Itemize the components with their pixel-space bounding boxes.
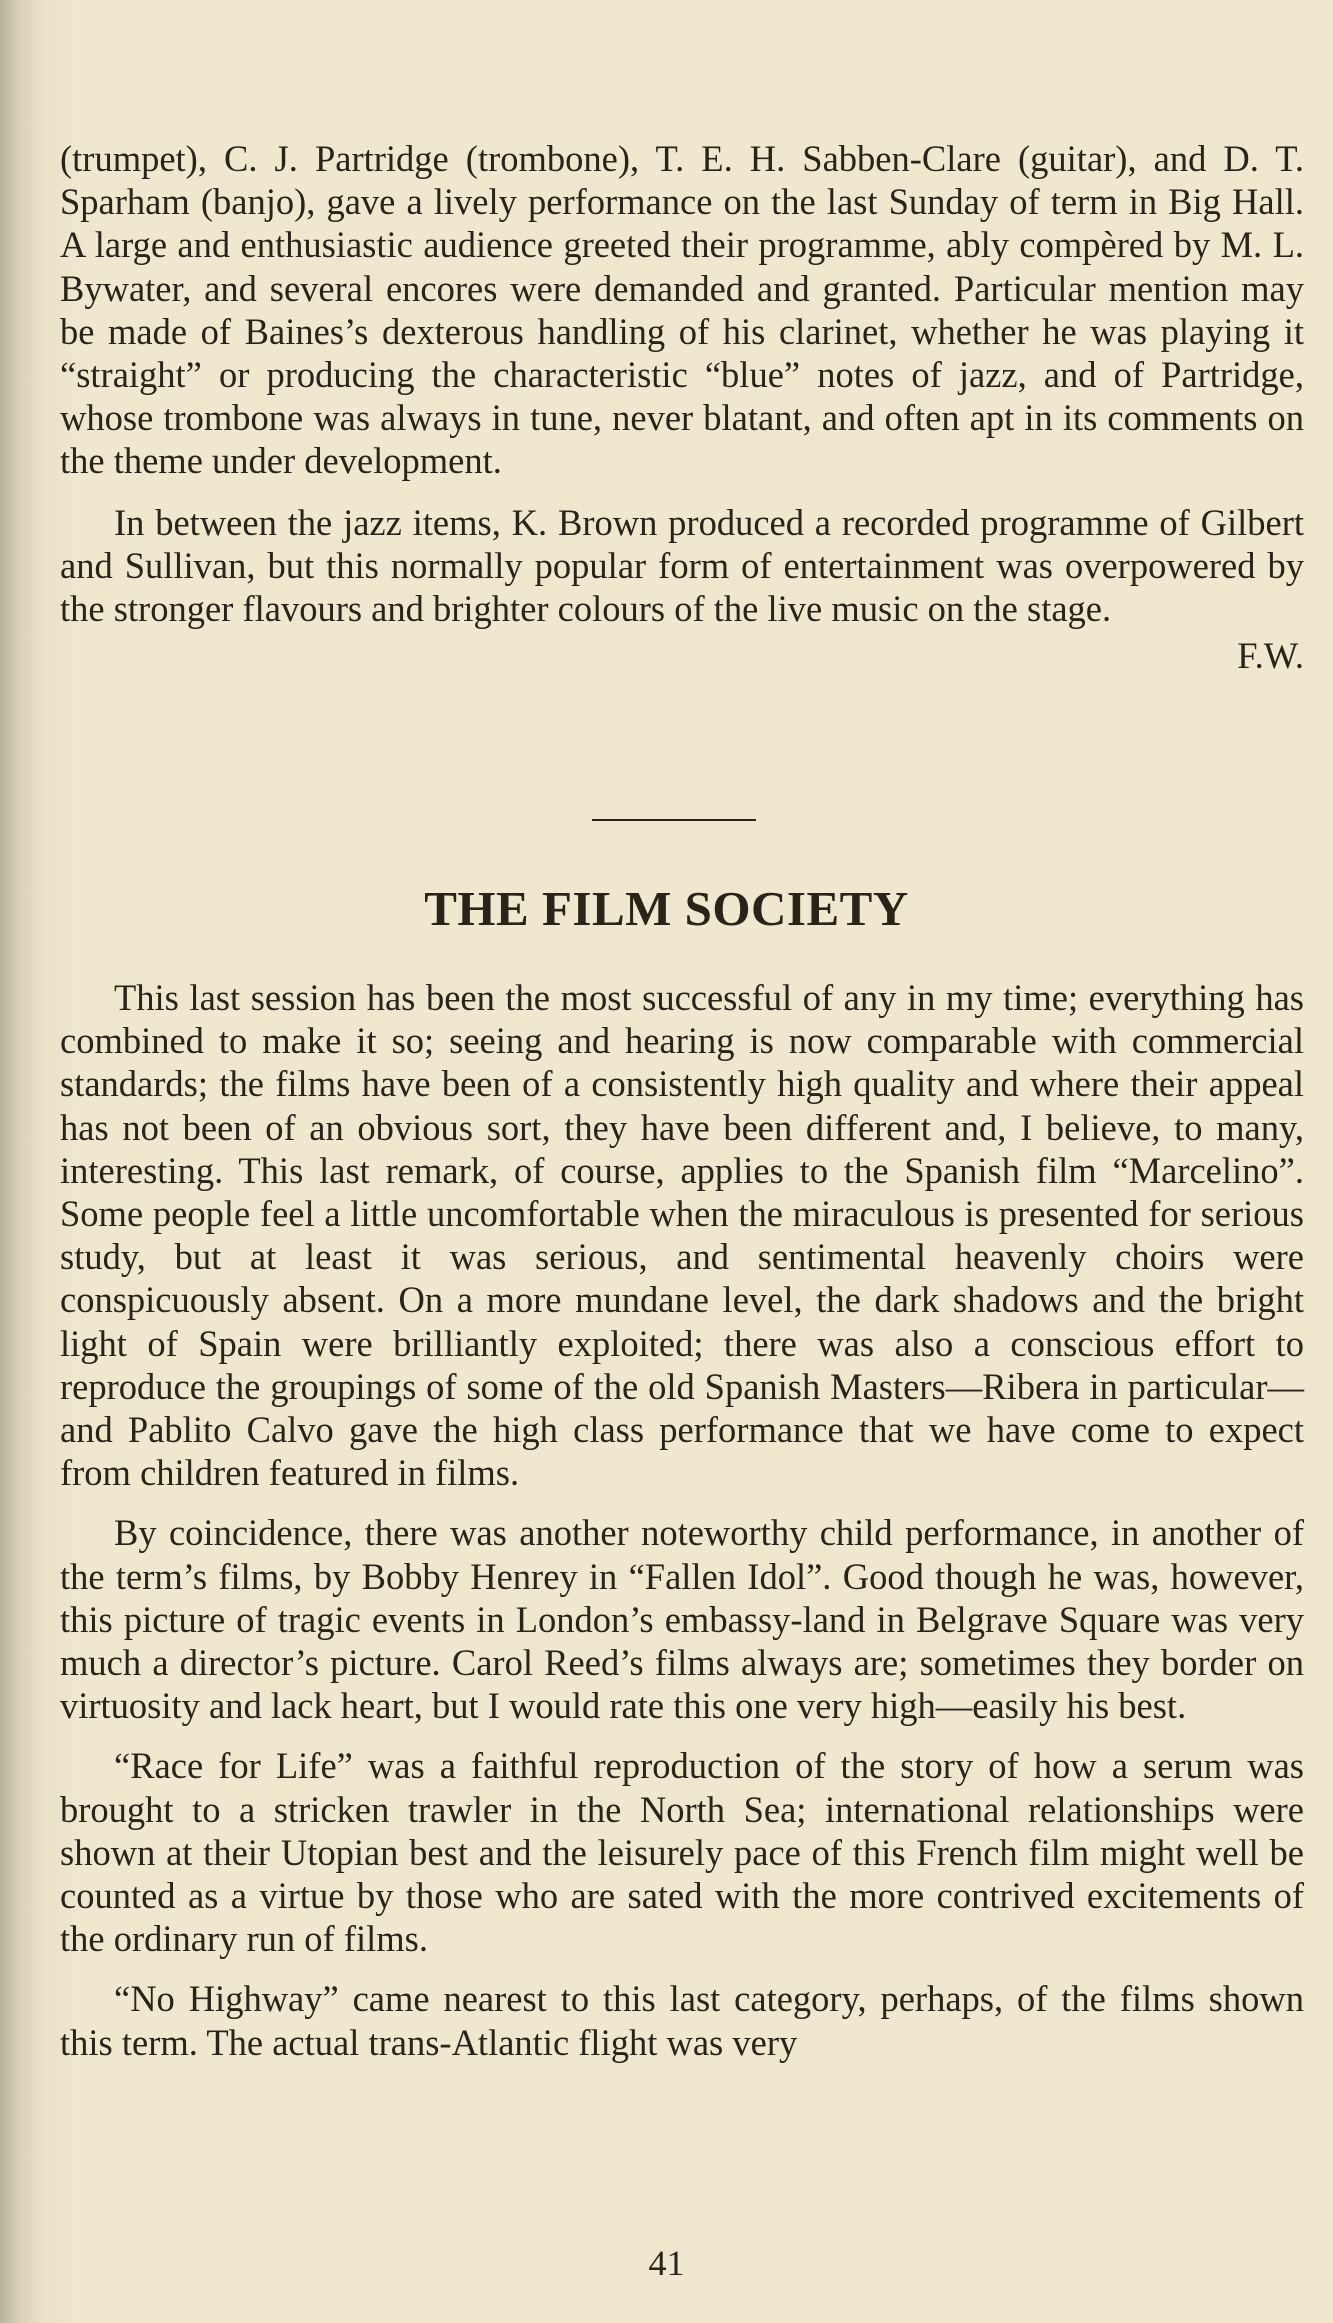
jazz-concert-report xyxy=(60,137,1304,677)
article-paragraph: “Race for Life” was a faithful reproduction of the story of how a serum was brought to a stricken trawler in the North Sea; international relationships were shown at their Utopian best and the leisurely pace of this French film might well be counted as a virtue by those who are sated with the more contrived excitements of the ordinary run of films. xyxy=(60,1745,1304,1960)
section-divider xyxy=(592,819,756,821)
article-paragraph: By coincidence, there was another noteworthy child performance, in another of the term’s films, by Bobby Henrey in “Fallen Idol”. Good though he was, however, this picture of tragic events in London’s embassy-land in Belgrave Square was very much a director’s picture. Carol Reed’s films always are; sometimes they border on virtuosity and lack heart, but I would rate this one very high—easily his best. xyxy=(60,1512,1304,1727)
article-paragraph: This last session has been the most successful of any in my time; everything has combined to make it so; seeing and hearing is now comparable with commercial standards; the films have been of a consistently high quality and where their appeal has not been of an obvious sort, they have been different and, I believe, to many, interesting. This last remark, of course, applies to the Spanish film “Marcelino”. Some people feel a little uncomfortable when the miraculous is presented for serious study, but at least it was serious, and sentimental heavenly choirs were conspicuously absent. On a more mundane level, the dark shadows and the bright light of Spain were brilliantly exploited; there was also a conscious effort to reproduce the groupings of some of the old Spanish Masters—Ribera in particular—and Pablito Calvo gave the high class performance that we have come to expect from children featured in films. xyxy=(60,977,1304,1494)
page-number: 41 xyxy=(648,2243,685,2283)
film-society-article xyxy=(60,976,1304,2064)
report-paragraph: (trumpet), C. J. Partridge (trombone), T. E. H. Sabben-Clare (guitar), and D. T. Sparham (banjo), gave a lively performance on the last Sunday of term in Big Hall. A large and enthusiastic audience greeted their programme, ably compèred by M. L. Bywater, and several encores were demanded and granted. Particular mention may be made of Baines’s dexterous handling of his clarinet, whether he was playing it “straight” or producing the characteristic “blue” notes of jazz, and of Partridge, whose trombone was always in tune, never blatant, and often apt in its comments on the theme under development. xyxy=(60,138,1304,482)
section-heading: THE FILM SOCIETY xyxy=(424,881,909,936)
author-initials: F.W. xyxy=(1237,635,1304,677)
report-paragraph: In between the jazz items, K. Brown produced a recorded programme of Gilbert and Sullivan, but this normally popular form of entertainment was overpowered by the stronger flavours and brighter colours of the live music on the stage. xyxy=(60,501,1304,630)
article-paragraph: “No Highway” came nearest to this last category, perhaps, of the films shown this term. The actual trans-Atlantic flight was very xyxy=(60,1978,1304,2063)
